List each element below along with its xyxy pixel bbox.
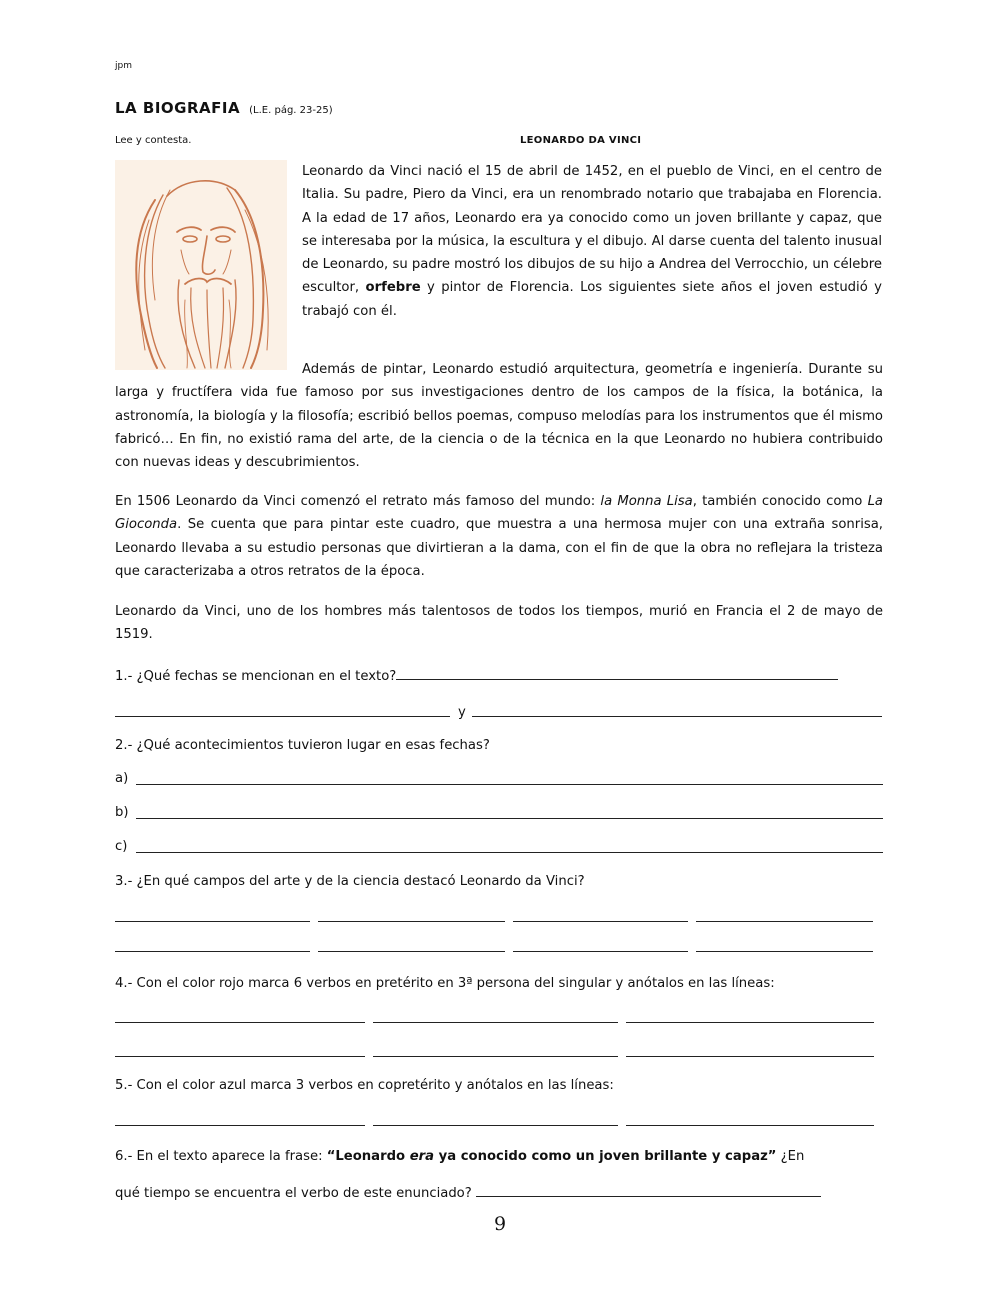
answer-line[interactable] bbox=[472, 716, 882, 717]
quote-start: “Leonardo bbox=[326, 1149, 410, 1164]
italic-gioconda: La Gioconda bbox=[115, 494, 883, 533]
paragraph-1-end: y pintor de Florencia. Los siguientes siete años el joven estudió y trabajó con él. bbox=[302, 280, 882, 319]
paragraph-3-text: En 1506 Leonardo da Vinci comenzó el retrato más famoso del mundo: bbox=[115, 494, 601, 509]
question-6-line-2 bbox=[115, 1183, 883, 1205]
author-initials: jpm bbox=[115, 61, 132, 71]
option-c-label: c) bbox=[115, 839, 128, 854]
question-4: 4.- Con el color rojo marca 6 verbos en pretérito en 3ª persona del singular y anótalos en las líneas: bbox=[115, 976, 775, 991]
quote-end: ya conocido como un joven brillante y capaz” bbox=[434, 1149, 777, 1164]
answer-line-b[interactable] bbox=[136, 818, 883, 819]
answer-line[interactable] bbox=[513, 921, 688, 922]
question-3: 3.- ¿En qué campos del arte y de la ciencia destacó Leonardo da Vinci? bbox=[115, 874, 585, 889]
answer-line[interactable] bbox=[115, 1056, 365, 1057]
textbook-reference: (L.E. pág. 23-25) bbox=[249, 105, 333, 116]
answer-line[interactable] bbox=[318, 951, 505, 952]
question-6-text-end: qué tiempo se encuentra el verbo de este enunciado? bbox=[115, 1186, 472, 1201]
leonardo-portrait-image bbox=[115, 160, 287, 370]
question-1 bbox=[115, 666, 883, 688]
answer-line[interactable] bbox=[115, 951, 310, 952]
page-number: 9 bbox=[493, 1213, 507, 1235]
answer-line[interactable] bbox=[696, 921, 873, 922]
answer-line[interactable] bbox=[626, 1022, 874, 1023]
question-2: 2.- ¿Qué acontecimientos tuvieron lugar en esas fechas? bbox=[115, 738, 490, 753]
paragraph-2: Además de pintar, Leonardo estudió arquitectura, geometría e ingeniería. Durante su larga y fructífera vida fue famoso por sus investigaciones dentro de los campos de la física, la botánica, la astronomía, la biología y la filosofía; escribió bellos poemas, compuso melodías para los instrumentos que él mismo fabricó… En fin, no existió rama del arte, de la ciencia o de la técnica en la que Leonardo no hubiera contribuido con nuevas ideas y descubrimientos. bbox=[115, 362, 883, 471]
answer-line[interactable] bbox=[373, 1056, 618, 1057]
answer-line[interactable] bbox=[513, 951, 688, 952]
question-6 bbox=[115, 1146, 883, 1168]
conjunction-y: y bbox=[458, 705, 466, 720]
question-6-text: 6.- En el texto aparece la frase: bbox=[115, 1149, 327, 1164]
bold-word-orfebre: orfebre bbox=[365, 280, 421, 296]
italic-monna-lisa: la Monna Lisa bbox=[600, 494, 693, 509]
answer-line[interactable] bbox=[318, 921, 505, 922]
paragraph-4: Leonardo da Vinci, uno de los hombres más talentosos de todos los tiempos, murió en Francia el 2 de mayo de 1519. bbox=[115, 604, 883, 643]
instruction: Lee y contesta. bbox=[115, 135, 192, 146]
answer-line[interactable] bbox=[476, 1183, 821, 1197]
answer-line[interactable] bbox=[626, 1125, 874, 1126]
page-title: LA BIOGRAFIA bbox=[115, 99, 241, 117]
answer-line[interactable] bbox=[115, 921, 310, 922]
answer-line[interactable] bbox=[696, 951, 873, 952]
answer-line[interactable] bbox=[373, 1125, 618, 1126]
paragraph-1-text: Leonardo da Vinci nació el 15 de abril de 1452, en el pueblo de Vinci, en el centro de Italia. Su padre, Piero da Vinci, era un renombrado notario que trabajaba en Florencia. A la edad de 17 años, Leonardo era ya conocido como un joven brillante y capaz, que se interesaba por la música, la escultura y el dibujo. Al darse cuenta del talento inusual de Leonardo, su padre mostró los dibujos de su hijo a Andrea del Verrocchio, un célebre escultor, bbox=[302, 164, 882, 296]
reading-heading: LEONARDO DA VINCI bbox=[520, 135, 642, 146]
answer-line[interactable] bbox=[115, 1022, 365, 1023]
quote-verb: era bbox=[409, 1149, 435, 1164]
option-a-label: a) bbox=[115, 771, 129, 786]
answer-line[interactable] bbox=[115, 716, 450, 717]
answer-line-a[interactable] bbox=[136, 784, 883, 785]
answer-line[interactable] bbox=[396, 666, 838, 680]
question-1-text: 1.- ¿Qué fechas se mencionan en el texto? bbox=[115, 669, 397, 684]
question-5: 5.- Con el color azul marca 3 verbos en copretérito y anótalos en las líneas: bbox=[115, 1078, 614, 1093]
question-6-text-cont: ¿En bbox=[776, 1149, 805, 1164]
paragraph-3 bbox=[115, 490, 883, 583]
paragraph-3-end: . Se cuenta que para pintar este cuadro, que muestra a una hermosa mujer con una extraña sonrisa, Leonardo llevaba a su estudio personas que divirtieran a la dama, con el fin de que la obra no reflejara la tristeza que caracterizaba a otros retratos de la época. bbox=[115, 517, 883, 579]
answer-line[interactable] bbox=[373, 1022, 618, 1023]
option-b-label: b) bbox=[115, 805, 129, 820]
title-row bbox=[115, 98, 333, 117]
paragraph-3-mid: , también conocido como bbox=[692, 494, 868, 509]
answer-line[interactable] bbox=[115, 1125, 365, 1126]
answer-line[interactable] bbox=[626, 1056, 874, 1057]
paragraph-1 bbox=[302, 160, 882, 323]
answer-line-c[interactable] bbox=[136, 852, 883, 853]
